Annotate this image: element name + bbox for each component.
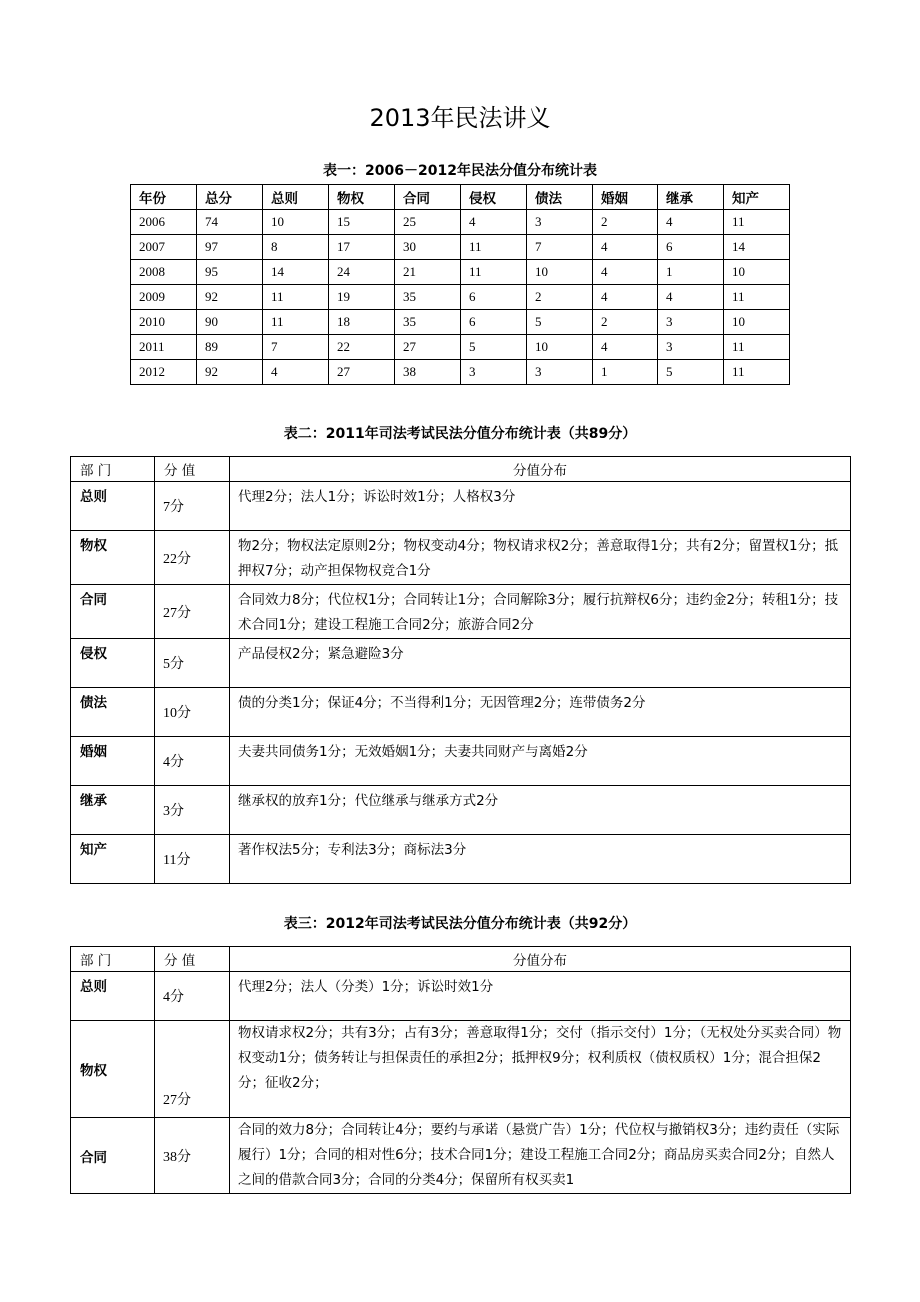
table-cell: 4 <box>593 235 658 260</box>
table-cell: 5 <box>461 335 527 360</box>
table-row <box>71 972 851 1021</box>
score-cell: 3分 <box>155 786 230 835</box>
table-row <box>71 835 851 884</box>
distribution-cell: 继承权的放弃1分；代位继承与继承方式2分 <box>230 786 851 835</box>
table-row <box>71 482 851 531</box>
distribution-cell: 合同效力8分；代位权1分；合同转让1分；合同解除3分；履行抗辩权6分；违约金2分；转租1分；技术合同1分；建设工程施工合同2分；旅游合同2分 <box>230 585 851 639</box>
table-cell: 1 <box>658 260 724 285</box>
table-cell: 10 <box>527 335 593 360</box>
table-cell: 6 <box>461 310 527 335</box>
table-cell: 89 <box>197 335 263 360</box>
score-cell: 27分 <box>155 1021 230 1118</box>
score-cell: 27分 <box>155 585 230 639</box>
table-row <box>131 360 790 385</box>
table-header-row <box>131 185 790 210</box>
table-cell: 18 <box>329 310 395 335</box>
table-row <box>71 688 851 737</box>
table-cell: 25 <box>395 210 461 235</box>
table-cell: 24 <box>329 260 395 285</box>
table-cell: 14 <box>724 235 790 260</box>
table-row <box>71 737 851 786</box>
table-cell: 30 <box>395 235 461 260</box>
table-cell: 5 <box>658 360 724 385</box>
table1-caption: 表一：2006－2012年民法分值分布统计表 <box>323 163 597 179</box>
department-cell: 总则 <box>71 972 155 1021</box>
table-cell: 14 <box>263 260 329 285</box>
table-cell: 2012 <box>131 360 197 385</box>
table1-body <box>131 210 790 385</box>
table-row <box>71 786 851 835</box>
score-cell: 10分 <box>155 688 230 737</box>
score-cell: 4分 <box>155 972 230 1021</box>
header-cell-dept: 部 门 <box>71 947 155 972</box>
department-cell: 侵权 <box>71 639 155 688</box>
table-cell: 10 <box>724 310 790 335</box>
table-cell: 2010 <box>131 310 197 335</box>
header-cell: 总分 <box>197 185 263 210</box>
table-cell: 3 <box>527 210 593 235</box>
table-cell: 2 <box>593 210 658 235</box>
distribution-table-2012 <box>70 946 851 1194</box>
table-cell: 2008 <box>131 260 197 285</box>
department-cell: 物权 <box>71 531 155 585</box>
table-cell: 3 <box>527 360 593 385</box>
score-cell: 4分 <box>155 737 230 786</box>
table-row <box>71 585 851 639</box>
table-cell: 2 <box>593 310 658 335</box>
header-cell: 合同 <box>395 185 461 210</box>
table-cell: 15 <box>329 210 395 235</box>
table-cell: 35 <box>395 285 461 310</box>
table-cell: 2009 <box>131 285 197 310</box>
table-cell: 11 <box>724 210 790 235</box>
table-cell: 92 <box>197 285 263 310</box>
header-cell: 侵权 <box>461 185 527 210</box>
department-cell: 知产 <box>71 835 155 884</box>
table-row <box>131 260 790 285</box>
table-cell: 7 <box>263 335 329 360</box>
table2-body <box>71 482 851 884</box>
header-cell-distribution: 分值分布 <box>230 457 851 482</box>
table-cell: 3 <box>658 335 724 360</box>
header-cell: 债法 <box>527 185 593 210</box>
table-row <box>131 335 790 360</box>
table-cell: 17 <box>329 235 395 260</box>
header-cell-score: 分 值 <box>155 947 230 972</box>
header-cell: 知产 <box>724 185 790 210</box>
table-cell: 38 <box>395 360 461 385</box>
table-cell: 22 <box>329 335 395 360</box>
distribution-cell: 著作权法5分；专利法3分；商标法3分 <box>230 835 851 884</box>
table-cell: 1 <box>593 360 658 385</box>
table-cell: 10 <box>527 260 593 285</box>
table-cell: 4 <box>658 210 724 235</box>
table-cell: 2 <box>527 285 593 310</box>
table-row <box>131 210 790 235</box>
score-cell: 7分 <box>155 482 230 531</box>
table-cell: 35 <box>395 310 461 335</box>
header-cell: 年份 <box>131 185 197 210</box>
header-cell: 继承 <box>658 185 724 210</box>
department-cell: 总则 <box>71 482 155 531</box>
department-cell: 继承 <box>71 786 155 835</box>
table-cell: 95 <box>197 260 263 285</box>
header-cell-distribution: 分值分布 <box>230 947 851 972</box>
table-header-row <box>71 457 851 482</box>
table-cell: 4 <box>593 335 658 360</box>
header-cell: 物权 <box>329 185 395 210</box>
table-cell: 3 <box>658 310 724 335</box>
score-cell: 38分 <box>155 1118 230 1194</box>
header-cell-dept: 部 门 <box>71 457 155 482</box>
table-cell: 2006 <box>131 210 197 235</box>
table-cell: 6 <box>461 285 527 310</box>
department-cell: 债法 <box>71 688 155 737</box>
table-cell: 4 <box>263 360 329 385</box>
department-cell: 合同 <box>71 585 155 639</box>
table-cell: 90 <box>197 310 263 335</box>
header-cell: 婚姻 <box>593 185 658 210</box>
table-cell: 11 <box>461 235 527 260</box>
table-cell: 3 <box>461 360 527 385</box>
table-cell: 11 <box>724 335 790 360</box>
distribution-cell: 物2分；物权法定原则2分；物权变动4分；物权请求权2分；善意取得1分；共有2分；留置权1分；抵押权7分；动产担保物权竞合1分 <box>230 531 851 585</box>
table-cell: 11 <box>461 260 527 285</box>
header-cell-score: 分 值 <box>155 457 230 482</box>
table-row <box>131 285 790 310</box>
table-cell: 92 <box>197 360 263 385</box>
table-cell: 4 <box>593 260 658 285</box>
table-cell: 10 <box>263 210 329 235</box>
table-cell: 10 <box>724 260 790 285</box>
table-cell: 2011 <box>131 335 197 360</box>
table2-caption: 表二：2011年司法考试民法分值分布统计表（共89分） <box>283 426 637 442</box>
table-row <box>71 639 851 688</box>
distribution-cell: 合同的效力8分；合同转让4分；要约与承诺（悬赏广告）1分；代位权与撤销权3分；违约责任（实际履行）1分；合同的相对性6分；技术合同1分；建设工程施工合同2分；商品房买卖合同2分；自然人之间的借款合同3分；合同的分类4分；保留所有权买卖1 <box>230 1118 851 1194</box>
table-row <box>131 310 790 335</box>
table-row <box>71 1021 851 1118</box>
table3-caption: 表三：2012年司法考试民法分值分布统计表（共92分） <box>283 916 637 932</box>
department-cell: 合同 <box>71 1118 155 1194</box>
distribution-cell: 代理2分；法人（分类）1分；诉讼时效1分 <box>230 972 851 1021</box>
table-cell: 8 <box>263 235 329 260</box>
table-cell: 27 <box>395 335 461 360</box>
department-cell: 婚姻 <box>71 737 155 786</box>
table-header-row <box>71 947 851 972</box>
distribution-table-2011 <box>70 456 851 884</box>
score-cell: 22分 <box>155 531 230 585</box>
table-row <box>71 1118 851 1194</box>
page-title: 2013年民法讲义 <box>369 104 551 132</box>
table-cell: 11 <box>263 285 329 310</box>
distribution-cell: 代理2分；法人1分；诉讼时效1分；人格权3分 <box>230 482 851 531</box>
distribution-cell: 债的分类1分；保证4分；不当得利1分；无因管理2分；连带债务2分 <box>230 688 851 737</box>
table-cell: 7 <box>527 235 593 260</box>
department-cell: 物权 <box>71 1021 155 1118</box>
distribution-cell: 物权请求权2分；共有3分；占有3分；善意取得1分；交付（指示交付）1分；（无权处分买卖合同）物权变动1分；债务转让与担保责任的承担2分；抵押权9分；权利质权（债权质权）1分；混合担保2分；征收2分； <box>230 1021 851 1118</box>
table-cell: 74 <box>197 210 263 235</box>
table-cell: 4 <box>593 285 658 310</box>
table-row <box>131 235 790 260</box>
table-cell: 5 <box>527 310 593 335</box>
distribution-cell: 产品侵权2分；紧急避险3分 <box>230 639 851 688</box>
score-summary-table <box>130 184 790 385</box>
table-cell: 4 <box>461 210 527 235</box>
table-cell: 11 <box>263 310 329 335</box>
table-cell: 11 <box>724 360 790 385</box>
table-cell: 2007 <box>131 235 197 260</box>
distribution-cell: 夫妻共同债务1分；无效婚姻1分；夫妻共同财产与离婚2分 <box>230 737 851 786</box>
table3-body <box>71 972 851 1194</box>
table-cell: 21 <box>395 260 461 285</box>
table-cell: 6 <box>658 235 724 260</box>
table-cell: 27 <box>329 360 395 385</box>
table-cell: 19 <box>329 285 395 310</box>
header-cell: 总则 <box>263 185 329 210</box>
table-cell: 97 <box>197 235 263 260</box>
score-cell: 5分 <box>155 639 230 688</box>
table-row <box>71 531 851 585</box>
score-cell: 11分 <box>155 835 230 884</box>
table-cell: 4 <box>658 285 724 310</box>
table-cell: 11 <box>724 285 790 310</box>
